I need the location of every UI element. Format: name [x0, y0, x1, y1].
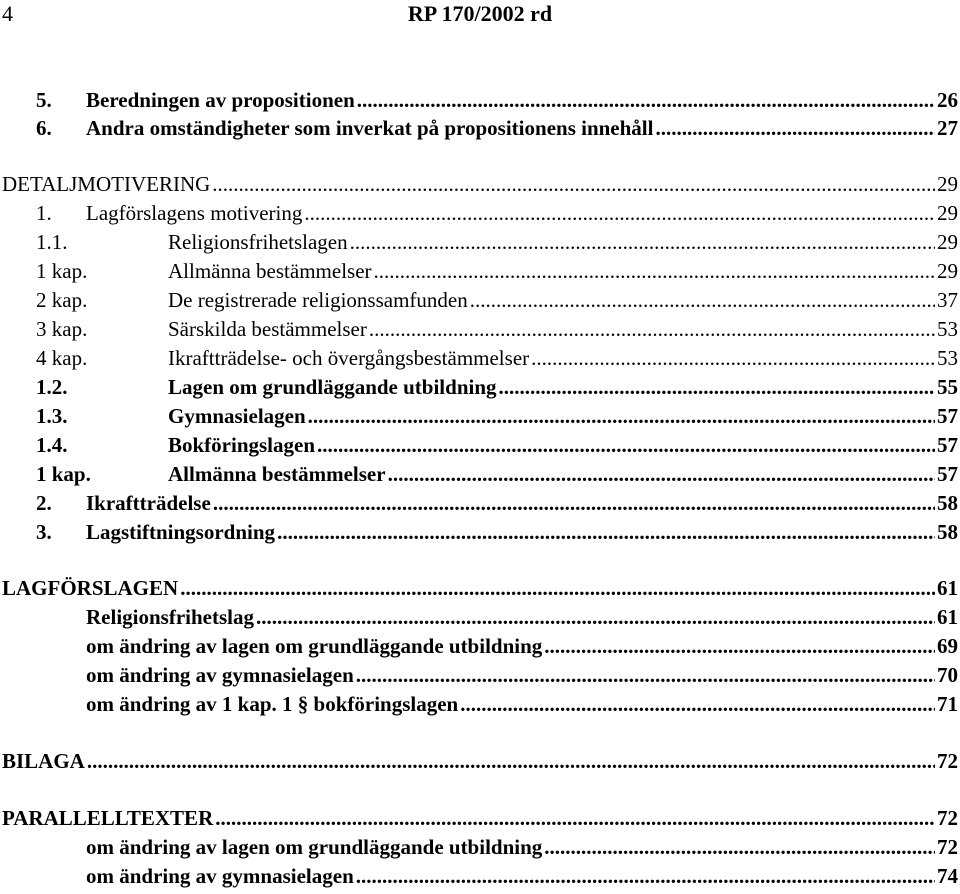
toc-leader [356, 864, 935, 888]
toc-entry-number: 2. [36, 491, 52, 515]
toc-entry [0, 317, 958, 341]
toc-entry-title: BILAGA [2, 749, 85, 773]
toc-entry-number: 1.1. [36, 230, 68, 254]
toc-entry [0, 663, 958, 687]
toc-leader [369, 317, 935, 341]
toc-entry-title: Beredningen av propositionen [86, 88, 355, 112]
toc-leader [212, 172, 935, 196]
toc-entry-title: Ikraftträdelse [86, 491, 211, 515]
toc-entry-title: Gymnasielagen [168, 404, 306, 428]
toc-entry [0, 634, 958, 658]
toc-entry [0, 288, 958, 312]
toc-entry-page: 29 [937, 172, 958, 196]
toc-entry-title: DETALJMOTIVERING [2, 172, 211, 196]
toc-entry-page: 74 [937, 864, 958, 888]
toc-entry-page: 29 [937, 230, 958, 254]
toc-entry-title: Allmänna bestämmelser [168, 259, 372, 283]
toc-entry-title: De registrerade religionssamfunden [168, 288, 468, 312]
toc-leader [499, 375, 935, 399]
toc-entry-title: Lagstiftningsordning [86, 520, 276, 544]
toc-entry [0, 462, 958, 486]
toc-leader [470, 288, 935, 312]
toc-leader [356, 663, 935, 687]
toc-leader [350, 230, 935, 254]
toc-entry-page: 72 [937, 749, 958, 773]
toc-leader [357, 88, 935, 112]
toc-entry-number: 1 kap. [36, 259, 88, 283]
toc-entry-title: Särskilda bestämmelser [168, 317, 367, 341]
toc-entry [0, 116, 958, 140]
toc-entry-title: om ändring av gymnasielagen [86, 864, 354, 888]
toc-entry-title: Ikraftträdelse- och övergångsbestämmelser [168, 346, 530, 370]
toc-entry-page: 71 [937, 692, 958, 716]
toc-entry-page: 57 [937, 404, 958, 428]
toc-entry-number: 1.2. [36, 375, 68, 399]
toc-entry-number: 2 kap. [36, 288, 88, 312]
toc-leader [531, 346, 935, 370]
toc-entry [0, 201, 958, 225]
toc-entry-page: 70 [937, 663, 958, 687]
toc-entry-page: 72 [937, 806, 958, 830]
toc-entry-page: 29 [937, 259, 958, 283]
toc-entry-title: Religionsfrihetslag [86, 605, 254, 629]
toc-entry-number: 3 kap. [36, 317, 88, 341]
toc-entry-page: 58 [937, 491, 958, 515]
toc-entry-title: om ändring av 1 kap. 1 § bokföringslagen [86, 692, 459, 716]
toc-entry [0, 864, 958, 888]
toc-entry [0, 692, 958, 716]
toc-leader [215, 806, 935, 830]
toc-entry-title: Andra omständigheter som inverkat på propositionens innehåll [86, 116, 654, 140]
toc-entry-title: Allmänna bestämmelser [168, 462, 386, 486]
toc-entry-title: Religionsfrihetslagen [168, 230, 348, 254]
toc-leader [277, 520, 935, 544]
toc-leader [213, 491, 935, 515]
toc-entry-title: om ändring av lagen om grundläggande utbildning [86, 835, 543, 859]
toc-section-heading [0, 806, 958, 830]
toc-entry-title: LAGFÖRSLAGEN [2, 576, 179, 600]
toc-leader [544, 835, 935, 859]
toc-entry-page: 27 [937, 116, 958, 140]
toc-entry [0, 404, 958, 428]
toc-section-heading [0, 172, 958, 196]
toc-entry-page: 53 [937, 317, 958, 341]
document-id: RP 170/2002 rd [407, 1, 553, 26]
toc-entry-page: 58 [937, 520, 958, 544]
toc-leader [374, 259, 935, 283]
toc-leader [256, 605, 935, 629]
toc-entry-number: 1.3. [36, 404, 68, 428]
toc-entry-page: 57 [937, 433, 958, 457]
toc-entry [0, 375, 958, 399]
toc-entry-title: Bokföringslagen [168, 433, 316, 457]
toc-entry-number: 6. [36, 116, 52, 140]
page-number: 4 [2, 1, 13, 26]
toc-leader [87, 749, 935, 773]
toc-leader [655, 116, 935, 140]
toc-entry-page: 26 [937, 88, 958, 112]
toc-entry-page: 37 [937, 288, 958, 312]
toc-section-heading [0, 749, 958, 773]
toc-leader [180, 576, 935, 600]
toc-entry-title: om ändring av lagen om grundläggande utbildning [86, 634, 543, 658]
toc-entry-title: PARALLELLTEXTER [2, 806, 214, 830]
toc-entry [0, 491, 958, 515]
toc-entry [0, 835, 958, 859]
toc-entry-title: Lagförslagens motivering [86, 201, 303, 225]
toc-entry [0, 346, 958, 370]
toc-entry-page: 61 [937, 605, 958, 629]
toc-entry-page: 53 [937, 346, 958, 370]
toc-leader [308, 404, 935, 428]
toc-entry-title: Lagen om grundläggande utbildning [168, 375, 497, 399]
toc-entry-number: 3. [36, 520, 52, 544]
toc-entry [0, 88, 958, 112]
toc-leader [304, 201, 935, 225]
toc-entry [0, 259, 958, 283]
toc-entry-page: 29 [937, 201, 958, 225]
toc-leader [317, 433, 935, 457]
toc-entry-page: 61 [937, 576, 958, 600]
toc-entry-page: 72 [937, 835, 958, 859]
toc-entry-number: 1 kap. [36, 462, 91, 486]
toc-entry-number: 5. [36, 88, 52, 112]
toc-entry [0, 230, 958, 254]
toc-entry [0, 433, 958, 457]
toc-entry-page: 69 [937, 634, 958, 658]
toc-entry-title: om ändring av gymnasielagen [86, 663, 354, 687]
toc-entry-page: 57 [937, 462, 958, 486]
toc-leader [388, 462, 935, 486]
toc-entry [0, 520, 958, 544]
toc-entry-number: 1. [36, 201, 52, 225]
toc-section-heading [0, 576, 958, 600]
toc-entry [0, 605, 958, 629]
toc-leader [544, 634, 935, 658]
toc-entry-page: 55 [937, 375, 958, 399]
toc-entry-number: 1.4. [36, 433, 68, 457]
toc-entry-number: 4 kap. [36, 346, 88, 370]
toc-leader [460, 692, 935, 716]
